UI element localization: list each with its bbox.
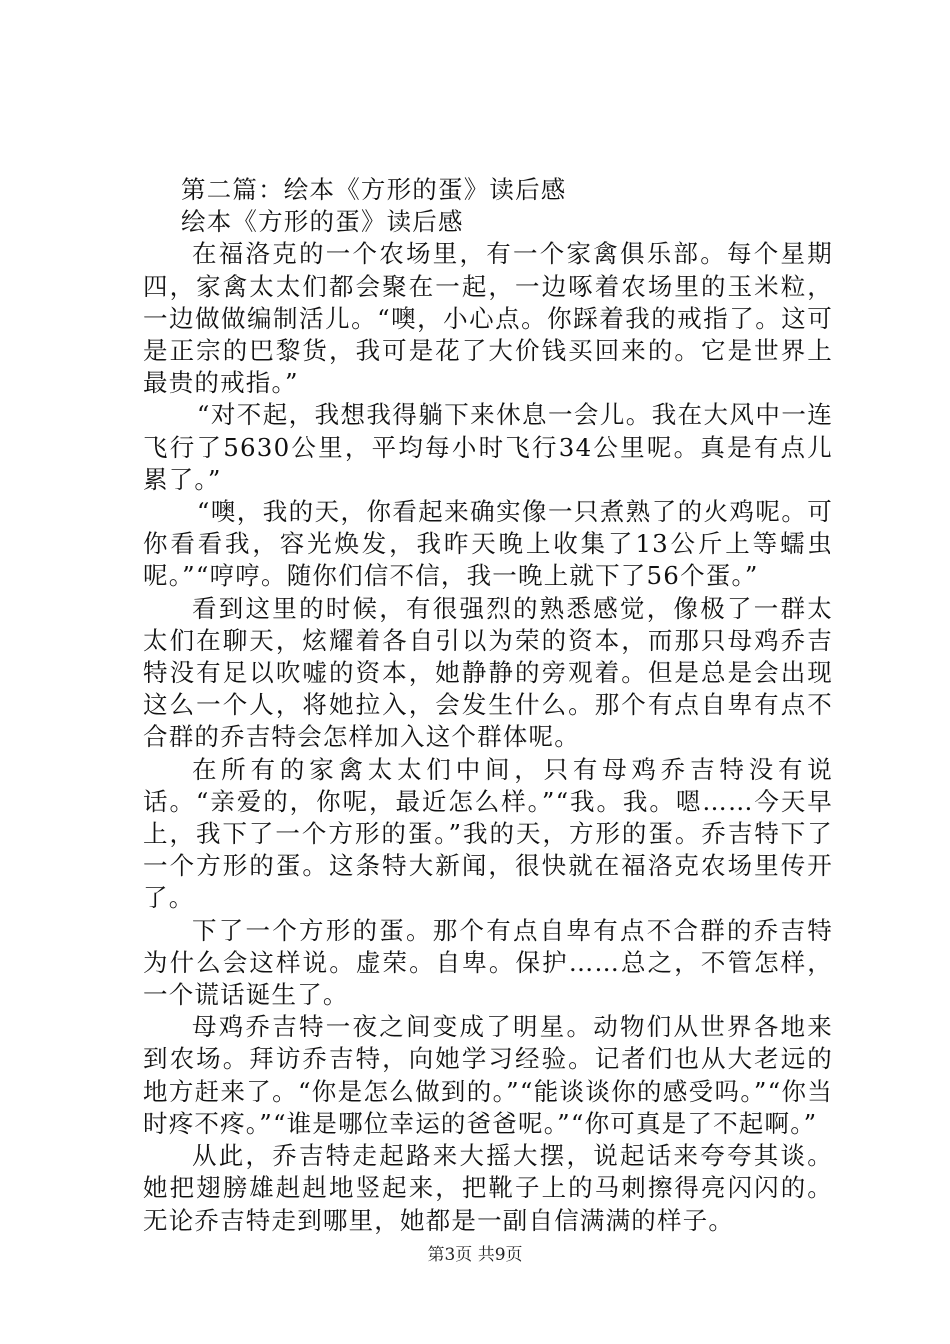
document-body (143, 174, 833, 1237)
paragraph-3: “噢，我的天，你看起来确实像一只煮熟了的火鸡呢。可你看看我，容光焕发，我昨天晚上收集了13公斤上等蠕虫呢。”“哼哼。随你们信不信，我一晚上就下了56个蛋。” (143, 497, 833, 591)
paragraph-6: 下了一个方形的蛋。那个有点自卑有点不合群的乔吉特为什么会这样说。虚荣。自卑。保护……总之，不管怎样，一个谎话诞生了。 (143, 915, 833, 1010)
paragraph-1: 在福洛克的一个农场里，有一个家禽俱乐部。每个星期四，家禽太太们都会聚在一起，一边啄着农场里的玉米粒，一边做做编制活儿。“噢，小心点。你踩着我的戒指了。这可是正宗的巴黎货，我可是花了大价钱买回来的。它是世界上最贵的戒指。” (143, 239, 833, 398)
subtitle: 绘本《方形的蛋》读后感 (181, 207, 464, 237)
page-footer: 第3页 共9页 (427, 1245, 523, 1265)
section-title: 第二篇：绘本《方形的蛋》读后感 (181, 175, 567, 204)
paragraph-2: “对不起，我想我得躺下来休息一会儿。我在大风中一连飞行了5630公里，平均每小时飞行34公里呢。真是有点儿累了。” (143, 400, 833, 494)
paragraph-8: 从此，乔吉特走起路来大摇大摆，说起话来夸夸其谈。她把翅膀雄赳赳地竖起来，把靴子上的马刺擦得亮闪闪的。无论乔吉特走到哪里，她都是一副自信满满的样子。 (143, 1141, 833, 1235)
paragraph-4: 看到这里的时候，有很强烈的熟悉感觉，像极了一群太太们在聊天，炫耀着各自引以为荣的资本，而那只母鸡乔吉特没有足以吹嘘的资本，她静静的旁观着。但是总是会出现这么一个人，将她拉入，会发生什么。那个有点自卑有点不合群的乔吉特会怎样加入这个群体呢。 (143, 593, 833, 752)
paragraph-5: 在所有的家禽太太们中间，只有母鸡乔吉特没有说话。“亲爱的，你呢，最近怎么样。”“我。我。嗯……今天早上，我下了一个方形的蛋。”我的天，方形的蛋。乔吉特下了一个方形的蛋。这条特大新闻，很快就在福洛克农场里传开了。 (143, 754, 833, 913)
paragraph-7: 母鸡乔吉特一夜之间变成了明星。动物们从世界各地来到农场。拜访乔吉特，向她学习经验。记者们也从大老远的地方赶来了。“你是怎么做到的。”“能谈谈你的感受吗。”“你当时疼不疼。”“谁是哪位幸运的爸爸呢。”“你可真是了不起啊。” (143, 1012, 833, 1138)
